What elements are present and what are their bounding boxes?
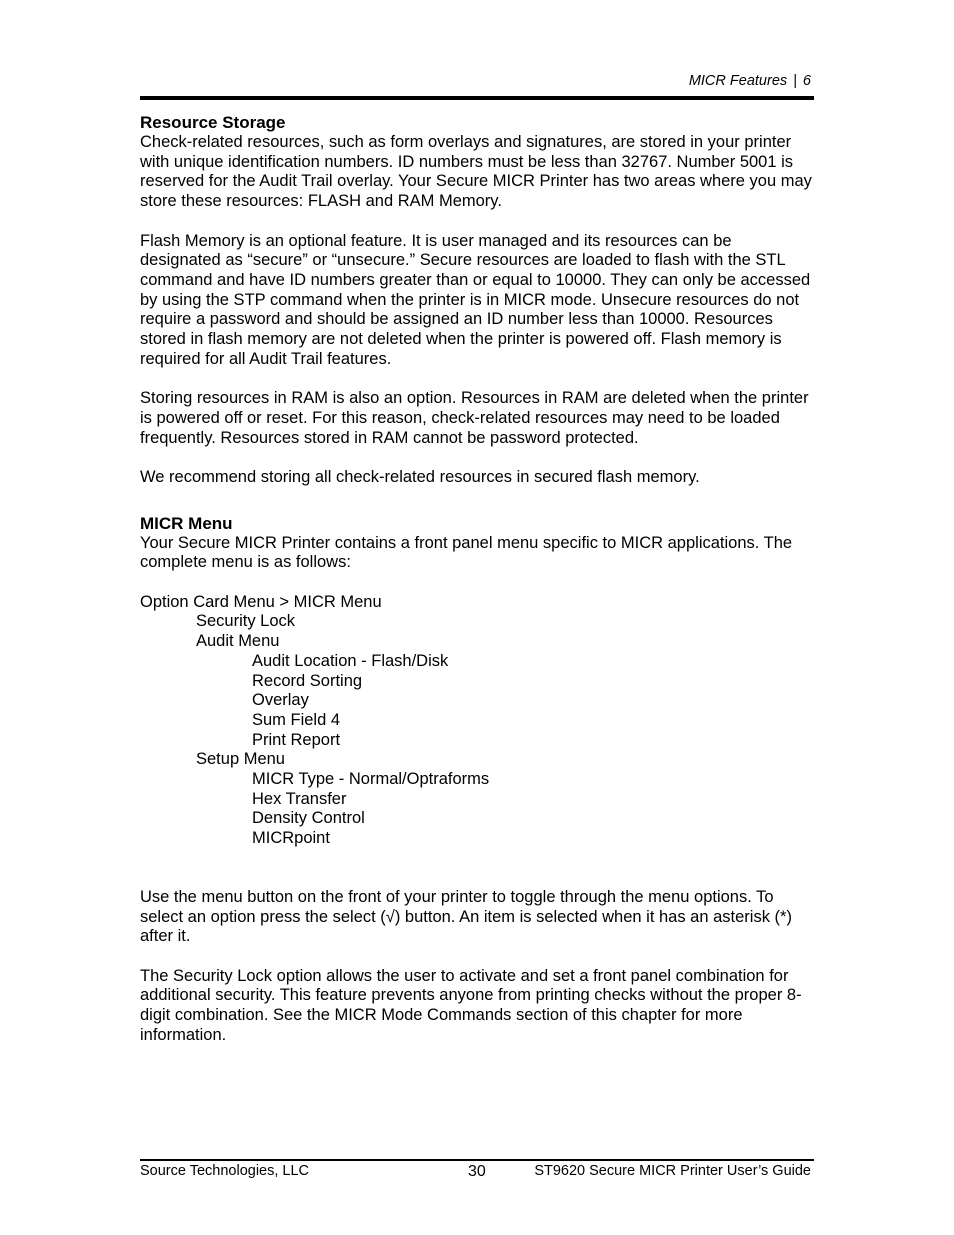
footer-rule bbox=[140, 1159, 814, 1161]
menu-item: Security Lock bbox=[196, 612, 296, 631]
section-micr-menu bbox=[140, 513, 816, 1046]
body-paragraph: The Security Lock option allows the user to activate and set a front panel combination for additional security. This feature prevents anyone from printing checks without the proper 8-digit combination. See the MICR Mode Commands section of this chapter for more information. bbox=[140, 966, 802, 1044]
section-resource-storage bbox=[140, 112, 816, 488]
menu-subitem: MICRpoint bbox=[252, 829, 330, 848]
spacer bbox=[140, 849, 816, 888]
section-heading: Resource Storage bbox=[140, 113, 286, 132]
footer-page-number: 30 bbox=[468, 1163, 486, 1180]
body-paragraph: Check-related resources, such as form overlays and signatures, are stored in your printer with unique identification numbers. ID numbers must be less than 32767. Number 5001 is reserved for the Audit Trail overlay. Your Secure MICR Printer has two areas where you may store these resources: FLASH and RAM Memory. bbox=[140, 133, 812, 211]
menu-item: Setup Menu bbox=[196, 750, 285, 769]
header-separator: | bbox=[793, 73, 797, 89]
body-paragraph: Use the menu button on the front of your printer to toggle through the menu options. To select an option press the select (√) button. An item is selected when it has an asterisk (*) after it. bbox=[140, 887, 792, 946]
header-rule bbox=[140, 96, 814, 100]
header-chapter-number: 6 bbox=[802, 73, 811, 89]
page-body bbox=[140, 112, 816, 1065]
menu-subitem: Overlay bbox=[252, 691, 309, 710]
footer-company: Source Technologies, LLC bbox=[140, 1163, 310, 1179]
body-paragraph: Flash Memory is an optional feature. It is user managed and its resources can be designated as “secure” or “unsecure.” Secure resources are loaded to flash with the STL command and have ID numbers greater than or equal to 10000. They can only be accessed by using the STP command when the printer is in MICR mode. Unsecure resources do not require a password and should be assigned an ID number less than 10000. Resources stored in flash memory are not deleted when the printer is powered off. Flash memory is required for all Audit Trail features. bbox=[140, 231, 811, 368]
menu-subitem: Print Report bbox=[252, 730, 341, 749]
running-header bbox=[689, 73, 811, 89]
menu-subitem: MICR Type - Normal/Optraforms bbox=[252, 770, 490, 789]
footer-guide-title: ST9620 Secure MICR Printer User’s Guide bbox=[534, 1163, 811, 1179]
body-paragraph: Storing resources in RAM is also an option. Resources in RAM are deleted when the printer is powered off or reset. For this reason, check-related resources may need to be loaded frequently. Resources stored in RAM cannot be password protected. bbox=[140, 389, 809, 447]
menu-subitem: Record Sorting bbox=[252, 671, 363, 690]
header-section-title: MICR Features bbox=[688, 73, 788, 89]
menu-tree bbox=[140, 593, 816, 849]
section-heading: MICR Menu bbox=[140, 513, 233, 533]
menu-subitem: Audit Location - Flash/Disk bbox=[252, 651, 449, 670]
menu-subitem: Density Control bbox=[252, 809, 365, 828]
menu-subitem: Hex Transfer bbox=[252, 789, 347, 808]
menu-item: Audit Menu bbox=[196, 632, 280, 651]
menu-root: Option Card Menu > MICR Menu bbox=[140, 592, 382, 611]
menu-subitem: Sum Field 4 bbox=[252, 710, 341, 729]
body-paragraph: Your Secure MICR Printer contains a front panel menu specific to MICR applications. The complete menu is as follows: bbox=[140, 533, 793, 572]
body-paragraph: We recommend storing all check-related resources in secured flash memory. bbox=[140, 467, 700, 486]
